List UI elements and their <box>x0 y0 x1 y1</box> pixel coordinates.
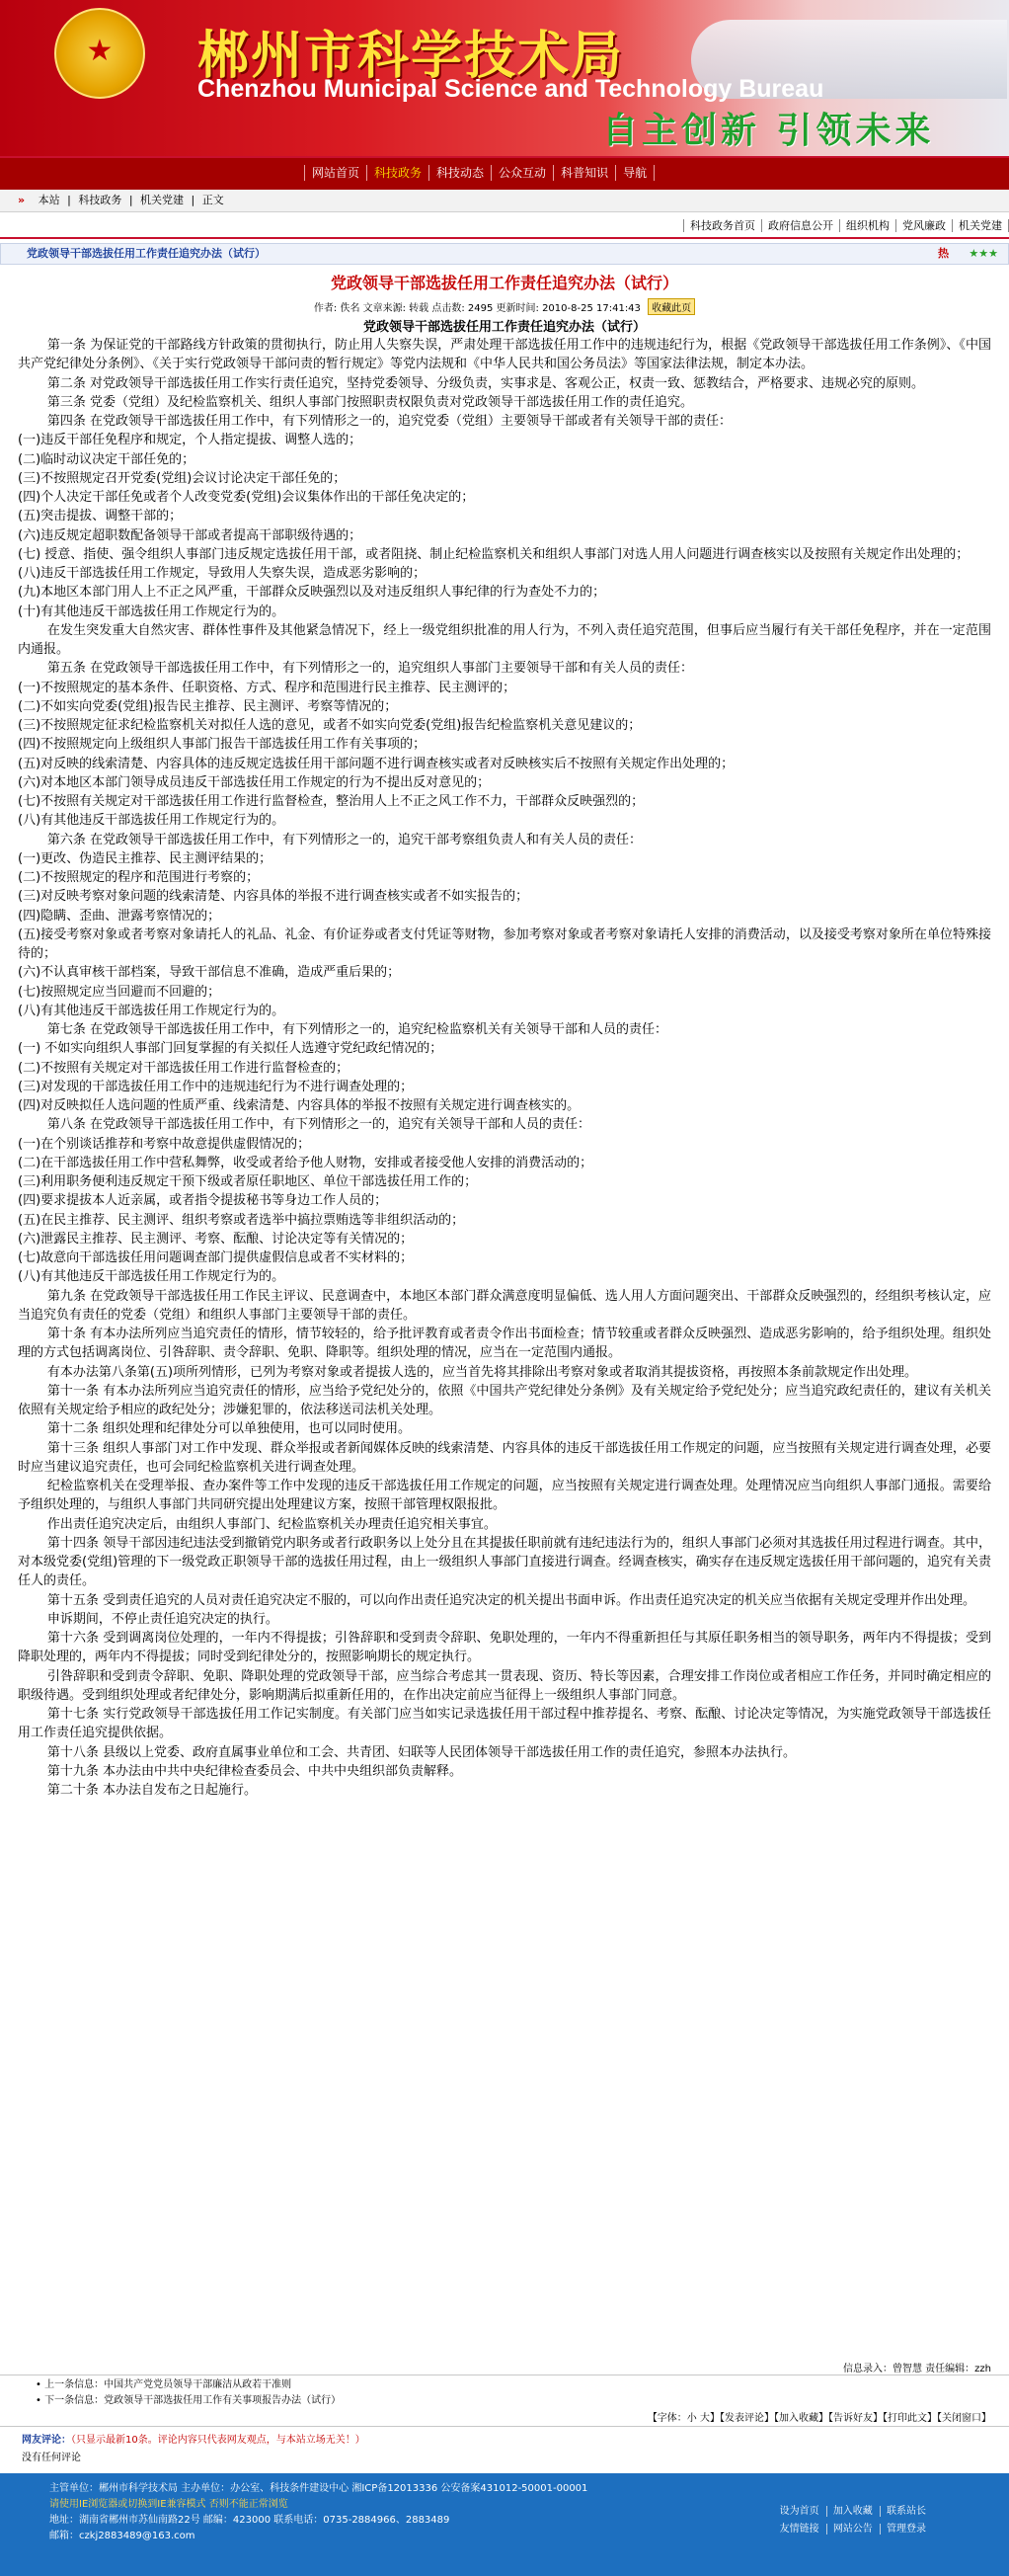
footer-line-browser-warning: 请使用IE浏览器或切换到IE兼容模式 否则不能正常浏览 <box>49 2499 288 2510</box>
article-paragraph: (四)要求提拔本人近亲属，或者指令提拔秘书等身边工作人员的； <box>18 1193 388 1209</box>
article-paragraph: (二)临时动议决定干部任免的； <box>18 451 195 467</box>
footer-info <box>49 2481 587 2544</box>
footer-links <box>780 2503 930 2538</box>
article-paragraph: 第三条 党委（党组）及纪检监察机关、组织人事部门按照职责权限负责对党政领导干部选拔任用工作的责任追究。 <box>46 394 694 410</box>
article-paragraph: 第二条 对党政领导干部选拔任用工作实行责任追究，坚持党委领导、分级负责，实事求是、客观公正，权责一致、惩教结合，严格要求、违规必究的原则。 <box>46 375 925 391</box>
article-paragraph: (九)本地区本部门用人上不正之风严重，干部群众反映强烈以及对违反组织人事纪律的行为查处不力的； <box>18 585 606 601</box>
breadcrumb-item-current: 正文 <box>201 194 224 206</box>
sub-nav <box>0 217 1009 239</box>
article-paragraph: (六)泄露民主推荐、民主测评、考察、酝酿、讨论决定等有关情况的； <box>18 1231 414 1247</box>
hot-badge: 热 <box>938 247 949 260</box>
article-paragraph: (五)突击提拔、调整干部的； <box>18 509 183 524</box>
footer-link-set-home[interactable]: 设为首页 <box>779 2506 819 2517</box>
footer-line-sponsor: 主管单位：郴州市科学技术局 主办单位：办公室、科技条件建设中心 湘ICP备12013336 公安备案431012-50001-00001 <box>49 2483 588 2494</box>
article-tools[interactable]: 【字体：小 大】【发表评论】【加入收藏】【告诉好友】【打印此文】【关闭窗口】 <box>0 2409 1009 2427</box>
article-paragraph: 第十条 有本办法所列应当追究责任的情形，情节较轻的，给予批评教育或者责令作出书面检查；情节较重或者群众反映强烈、造成恶劣影响的，给予组织处理。组织处理的方式包括调离岗位、引咎辞职、责令辞职、免职、降职等。组织处理的情况，应当在一定范围内通报。 <box>18 1327 991 1361</box>
article-paragraph: 纪检监察机关在受理举报、查办案件等工作中发现的违反干部选拔任用工作规定的问题，应当按照有关规定进行调查处理。处理情况应当向组织人事部门通报。需要给予组织处理的，与组织人事部门共同研究提出处理建议方案，按照干部管理权限报批。 <box>18 1479 991 1513</box>
article-paragraph: (七)故意向干部选拔任用问题调查部门提供虚假信息或者不实材料的； <box>18 1250 414 1265</box>
article-paragraph: (五)对反映的线索清楚、内容具体的违反规定选拔任用干部问题不进行调查核实或者对反映核实后不按照有关规定作出处理的； <box>18 756 735 771</box>
article-paragraph: (二)在干部选拔任用工作中营私舞弊，收受或者给予他人财物，安排或者接受他人安排的消费活动的； <box>18 1155 593 1170</box>
comments-empty: 没有任何评论 <box>22 2453 81 2463</box>
article-paragraph: (六)不认真审核干部档案，导致干部信息不准确，造成严重后果的； <box>18 965 401 981</box>
article-paragraph: 申诉期间，不停止责任追究决定的执行。 <box>46 1611 278 1627</box>
article-paragraph: (三)不按照规定召开党委(党组)会议讨论决定干部任免的； <box>18 470 347 486</box>
article-paragraph: 引咎辞职和受到责令辞职、免职、降职处理的党政领导干部，应当综合考虑其一贯表现、资历、特长等因素，合理安排工作岗位或者相应工作任务，并同时确定相应的职级待遇。受到组织处理或者纪律处分，影响期满后拟重新任用的，在作出决定前应当征得上一级组织人事部门同意。 <box>18 1668 991 1703</box>
article-paragraph: (四)个人决定干部任免或者个人改变党委(党组)会议集体作出的干部任免决定的； <box>18 490 475 505</box>
article-paragraph: (二)不按照规定的程序和范围进行考察的； <box>18 870 260 885</box>
subnav-item-integrity[interactable]: 党风廉政 <box>895 219 952 232</box>
article-paragraph: (四)不按照规定向上级组织人事部门报告干部选拔任用工作有关事项的； <box>18 737 427 753</box>
article-paragraph: 第五条 在党政领导干部选拔任用工作中，有下列情形之一的，追究组织人事部门主要领导干部和有关人员的责任： <box>46 661 694 677</box>
footer-line-email: 邮箱：czkj2883489@163.com <box>49 2531 195 2541</box>
footer-line-address: 地址：湖南省郴州市苏仙南路22号 邮编：423000 联系电话：0735-2884966、2883489 <box>49 2515 450 2526</box>
article-meta-text: 作者: 佚名 文章来源: 转载 点击数: 2495 更新时间: 2010-8-25 17:41:43 <box>313 303 641 314</box>
footer-link-contact[interactable]: 联系站长 <box>880 2506 926 2517</box>
favorite-button[interactable]: 收藏此页 <box>648 298 695 315</box>
article-paragraph: 第十八条 县级以上党委、政府直属事业单位和工会、共青团、妇联等人民团体领导干部选拔任用工作的责任追究，参照本办法执行。 <box>46 1744 797 1760</box>
article-paragraph: 有本办法第八条第(五)项所列情形，已列为考察对象或者提拔人选的，应当首先将其排除出考察对象或者取消其提拔资格，再按照本条前款规定作出处理。 <box>46 1364 918 1380</box>
article-paragraph: 第十九条 本办法由中共中央纪律检查委员会、中共中央组织部负责解释。 <box>46 1763 463 1779</box>
site-slogan: 自主创新 引领未来 <box>602 111 935 151</box>
article-paragraph: 第六条 在党政领导干部选拔任用工作中，有下列情形之一的，追究干部考察组负责人和有关人员的责任： <box>46 832 643 847</box>
site-banner <box>0 0 1009 156</box>
article-paragraph: (六)违反规定超职数配备领导干部或者提高干部职级待遇的； <box>18 527 362 543</box>
article-paragraph: (一)不按照规定的基本条件、任职资格、方式、程序和范围进行民主推荐、民主测评的； <box>18 680 516 695</box>
site-title-en: Chenzhou Municipal Science and Technology Bureau <box>197 75 824 103</box>
article-paragraph: 在发生突发重大自然灾害、群体性事件及其他紧急情况下，经上一级党组织批准的用人行为，不列入责任追究范围，但事后应当履行有关干部任免程序，并在一定范围内通报。 <box>18 622 991 657</box>
article-paragraph: 第四条 在党政领导干部选拔任用工作中，有下列情形之一的，追究党委（党组）主要领导干部或者有关领导干部的责任： <box>46 414 733 429</box>
article-paragraph: (八)有其他违反干部选拔任用工作规定行为的。 <box>18 813 285 829</box>
article-paragraph: 第十二条 组织处理和纪律处分可以单独使用，也可以同时使用。 <box>46 1421 412 1437</box>
breadcrumb-separator: | <box>128 194 133 206</box>
article-paragraph: 第八条 在党政领导干部选拔任用工作中，有下列情形之一的，追究有关领导干部和人员的责任： <box>46 1117 591 1133</box>
article-paragraph: 第十三条 组织人事部门对工作中发现、群众举报或者新闻媒体反映的线索清楚、内容具体的违反干部选拔任用工作规定的问题，应当按照有关规定进行调查处理，必要时应当建议追究责任，也可会同纪检监察机关进行调查处理。 <box>18 1440 991 1475</box>
nav-item-guide[interactable]: 导航 <box>615 165 655 181</box>
nav-item-affairs[interactable]: 科技政务 <box>366 165 428 181</box>
article-paragraph: (一)更改、伪造民主推荐、民主测评结果的； <box>18 850 272 866</box>
nav-item-home[interactable]: 网站首页 <box>304 165 366 181</box>
article-paragraph: (三)对反映考察对象问题的线索清楚、内容具体的举报不进行调查核实或者不如实报告的； <box>18 889 529 905</box>
article-paragraph: (六)对本地区本部门领导成员违反干部选拔任用工作规定的行为不提出反对意见的； <box>18 774 491 790</box>
breadcrumb-separator: | <box>191 194 195 206</box>
subnav-item-party-building[interactable]: 机关党建 <box>952 219 1009 232</box>
article-paragraph: (三)利用职务便利违反规定干预下级或者原任职地区、单位干部选拔任用工作的； <box>18 1174 478 1189</box>
article-paragraph: (七)不按照有关规定对干部选拔任用工作进行监督检查，整治用人上不正之风工作不力，干部群众反映强烈的； <box>18 794 645 809</box>
nav-item-news[interactable]: 科技动态 <box>428 165 491 181</box>
article-paragraph: (八)有其他违反干部选拔任用工作规定行为的。 <box>18 1003 285 1018</box>
rating-stars-icon: ★★★ <box>969 247 998 260</box>
emblem-star: ★ <box>86 34 114 68</box>
article-paragraph: (五)在民主推荐、民主测评、组织考察或者选举中搞拉票贿选等非组织活动的； <box>18 1212 465 1228</box>
article-paragraph: (三)不按照规定征求纪检监察机关对拟任人选的意见，或者不如实向党委(党组)报告纪检监察机关意见建议的； <box>18 718 642 733</box>
breadcrumb-item-affairs[interactable]: 科技政务 <box>78 194 122 206</box>
footer-link-notice[interactable]: 网站公告 <box>826 2524 873 2535</box>
article-paragraph: 作出责任追究决定后，由组织人事部门、纪检监察机关办理责任追究相关事宜。 <box>46 1516 497 1532</box>
prev-next-links <box>36 2377 341 2409</box>
article-paragraph: (八)有其他违反干部选拔任用工作规定行为的。 <box>18 1269 285 1285</box>
article-paragraph: (十)有其他违反干部选拔任用工作规定行为的。 <box>18 604 285 619</box>
comments-section <box>0 2432 1009 2467</box>
breadcrumb-separator: | <box>67 194 71 206</box>
site-title-cn: 郴州市科学技术局 <box>197 26 625 86</box>
footer-link-add-fav[interactable]: 加入收藏 <box>826 2506 873 2517</box>
article-paragraph: (一) 不如实向组织人事部门回复掌握的有关拟任人选遵守党纪政纪情况的； <box>18 1041 443 1057</box>
article-paragraph: 第十四条 领导干部因违纪违法受到撤销党内职务或者行政职务以上处分且在其提拔任职前就有违纪违法行为的，组织人事部门必须对其选拔任用过程进行调查。其中，对本级党委(党组)管理的下一级党政正职领导干部的选拔任用过程，由上一级组织人事部门直接进行调查。经调查核实，确实存在违反规定选拔任用干部问题的，追究有关责任人的责任。 <box>18 1535 991 1589</box>
article-paragraph: (七) 授意、指使、强令组织人事部门违反规定选拔任用干部，或者阻挠、制止纪检监察机关和组织人事部门对选人用人问题进行调查核实以及按照有关规定作出处理的； <box>18 546 970 562</box>
article-paragraph: (一)在个别谈话推荐和考察中故意提供虚假情况的； <box>18 1136 311 1152</box>
next-link-row <box>36 2393 341 2409</box>
comments-label: 网友评论： <box>22 2435 71 2446</box>
next-label: 下一条信息： <box>44 2395 105 2406</box>
main-nav <box>0 156 1009 190</box>
article-paragraph: (二)不如实向党委(党组)报告民主推荐、民主测评、考察等情况的； <box>18 698 398 714</box>
footer-link-friends[interactable]: 友情链接 <box>779 2524 819 2535</box>
prev-bullet-icon: • <box>36 2379 45 2390</box>
article-paragraph: (一)违反干部任免程序和规定，个人指定提拔、调整人选的； <box>18 433 362 448</box>
article-signoff: 信息录入：曾智慧 责任编辑：zzh <box>0 2360 1009 2375</box>
article-paragraph: (四)隐瞒、歪曲、泄露考察情况的； <box>18 908 221 924</box>
breadcrumb-item-site[interactable]: 本站 <box>38 194 60 206</box>
breadcrumb-item-party[interactable]: 机关党建 <box>140 194 185 206</box>
prev-link[interactable]: 中国共产党党员领导干部廉洁从政若干准则 <box>104 2379 292 2390</box>
article-paragraph: 第二十条 本办法自发布之日起施行。 <box>46 1783 258 1798</box>
subnav-item-disclosure[interactable]: 政府信息公开 <box>761 219 839 232</box>
footer-link-admin[interactable]: 管理登录 <box>880 2524 926 2535</box>
article-paragraph: 第一条 为保证党的干部路线方针政策的贯彻执行，防止用人失察失误，严肃处理干部选拔任用工作中的违规违纪行为，根据《党政领导干部选拔任用工作条例》、《中国共产党纪律处分条例》、《关于实行党政领导干部问责的暂行规定》等党内法规和《中华人民共和国公务员法》等国家法律法规，制定本办法。 <box>18 338 991 372</box>
breadcrumb <box>0 190 1009 212</box>
article-paragraph: (五)接受考察对象或者考察对象请托人的礼品、礼金、有价证券或者支付凭证等财物，参加考察对象或者考察对象请托人安排的消费活动，以及接受考察对象所在单位特殊接待的； <box>18 926 991 961</box>
article-paragraph: (八)违反干部选拔任用工作规定，导致用人失察失误，造成恶劣影响的； <box>18 566 427 581</box>
nav-item-knowledge[interactable]: 科普知识 <box>553 165 615 181</box>
channel-bar <box>0 243 1009 265</box>
article-paragraph: (二)不按照有关规定对干部选拔任用工作进行监督检查的； <box>18 1060 349 1076</box>
nav-item-interaction[interactable]: 公众互动 <box>491 165 553 181</box>
comments-note: （只显示最新10条。评论内容只代表网友观点，与本站立场无关！） <box>71 2435 365 2446</box>
subnav-item-organization[interactable]: 组织机构 <box>839 219 895 232</box>
subnav-item-affairs-home[interactable]: 科技政务首页 <box>683 219 761 232</box>
article-subtitle: 党政领导干部选拔任用工作责任追究办法（试行） <box>362 320 646 335</box>
article-title: 党政领导干部选拔任用工作责任追究办法（试行） <box>330 274 678 292</box>
article-paragraph: 第十五条 受到责任追究的人员对责任追究决定不服的，可以向作出责任追究决定的机关提出书面申诉。作出责任追究决定的机关应当依据有关规定受理并作出处理。 <box>46 1592 976 1608</box>
breadcrumb-arrow-icon: » <box>18 194 26 206</box>
article-meta <box>0 298 1009 315</box>
channel-title: 党政领导干部选拔任用工作责任追究办法（试行） <box>27 247 266 260</box>
next-bullet-icon: • <box>36 2395 45 2406</box>
prev-link-row <box>36 2377 341 2393</box>
article-body <box>18 336 991 1800</box>
article-paragraph: (四)对反映拟任人选问题的性质严重、线索清楚、内容具体的举报不按照有关规定进行调查核实的。 <box>18 1098 581 1113</box>
footer-links-row-1 <box>780 2503 930 2521</box>
article-paragraph: 第九条 在党政领导干部选拔任用工作民主评议、民意调查中，本地区本部门群众满意度明显偏低、选人用人方面问题突出、干部群众反映强烈的，经组织考核认定，应当追究负有责任的党委（党组）和组织人事部门主要领导干部的责任。 <box>18 1288 991 1323</box>
prev-label: 上一条信息： <box>44 2379 105 2390</box>
article-paragraph: 第七条 在党政领导干部选拔任用工作中，有下列情形之一的，追究纪检监察机关有关领导干部和人员的责任： <box>46 1022 668 1037</box>
national-emblem-icon <box>54 8 145 99</box>
article-paragraph: 第十一条 有本办法所列应当追究责任的情形，应当给予党纪处分的，依照《中国共产党纪律处分条例》及有关规定给予党纪处分；应当追究政纪责任的，建议有关机关依照有关规定给予相应的政纪处分；涉嫌犯罪的，依法移送司法机关处理。 <box>18 1383 991 1417</box>
next-link[interactable]: 党政领导干部选拔任用工作有关事项报告办法（试行） <box>104 2395 342 2406</box>
article-paragraph: 第十六条 受到调离岗位处理的，一年内不得提拔；引咎辞职和受到责令辞职、免职处理的，一年内不得重新担任与其原任职务相当的领导职务，两年内不得提拔；受到降职处理的，两年内不得提拔；同时受到纪律处分的，按照影响期长的规定执行。 <box>18 1631 991 1665</box>
footer-links-row-2 <box>780 2521 930 2538</box>
site-footer <box>0 2473 1009 2576</box>
article-paragraph: (七)按照规定应当回避而不回避的； <box>18 984 221 1000</box>
article-paragraph: (三)对发现的干部选拔任用工作中的违规违纪行为不进行调查处理的； <box>18 1079 414 1094</box>
article-paragraph: 第十七条 实行党政领导干部选拔任用工作记实制度。有关部门应当如实记录选拔任用干部过程中推荐提名、考察、酝酿、讨论决定等情况，为实施党政领导干部选拔任用工作责任追究提供依据。 <box>18 1707 991 1741</box>
